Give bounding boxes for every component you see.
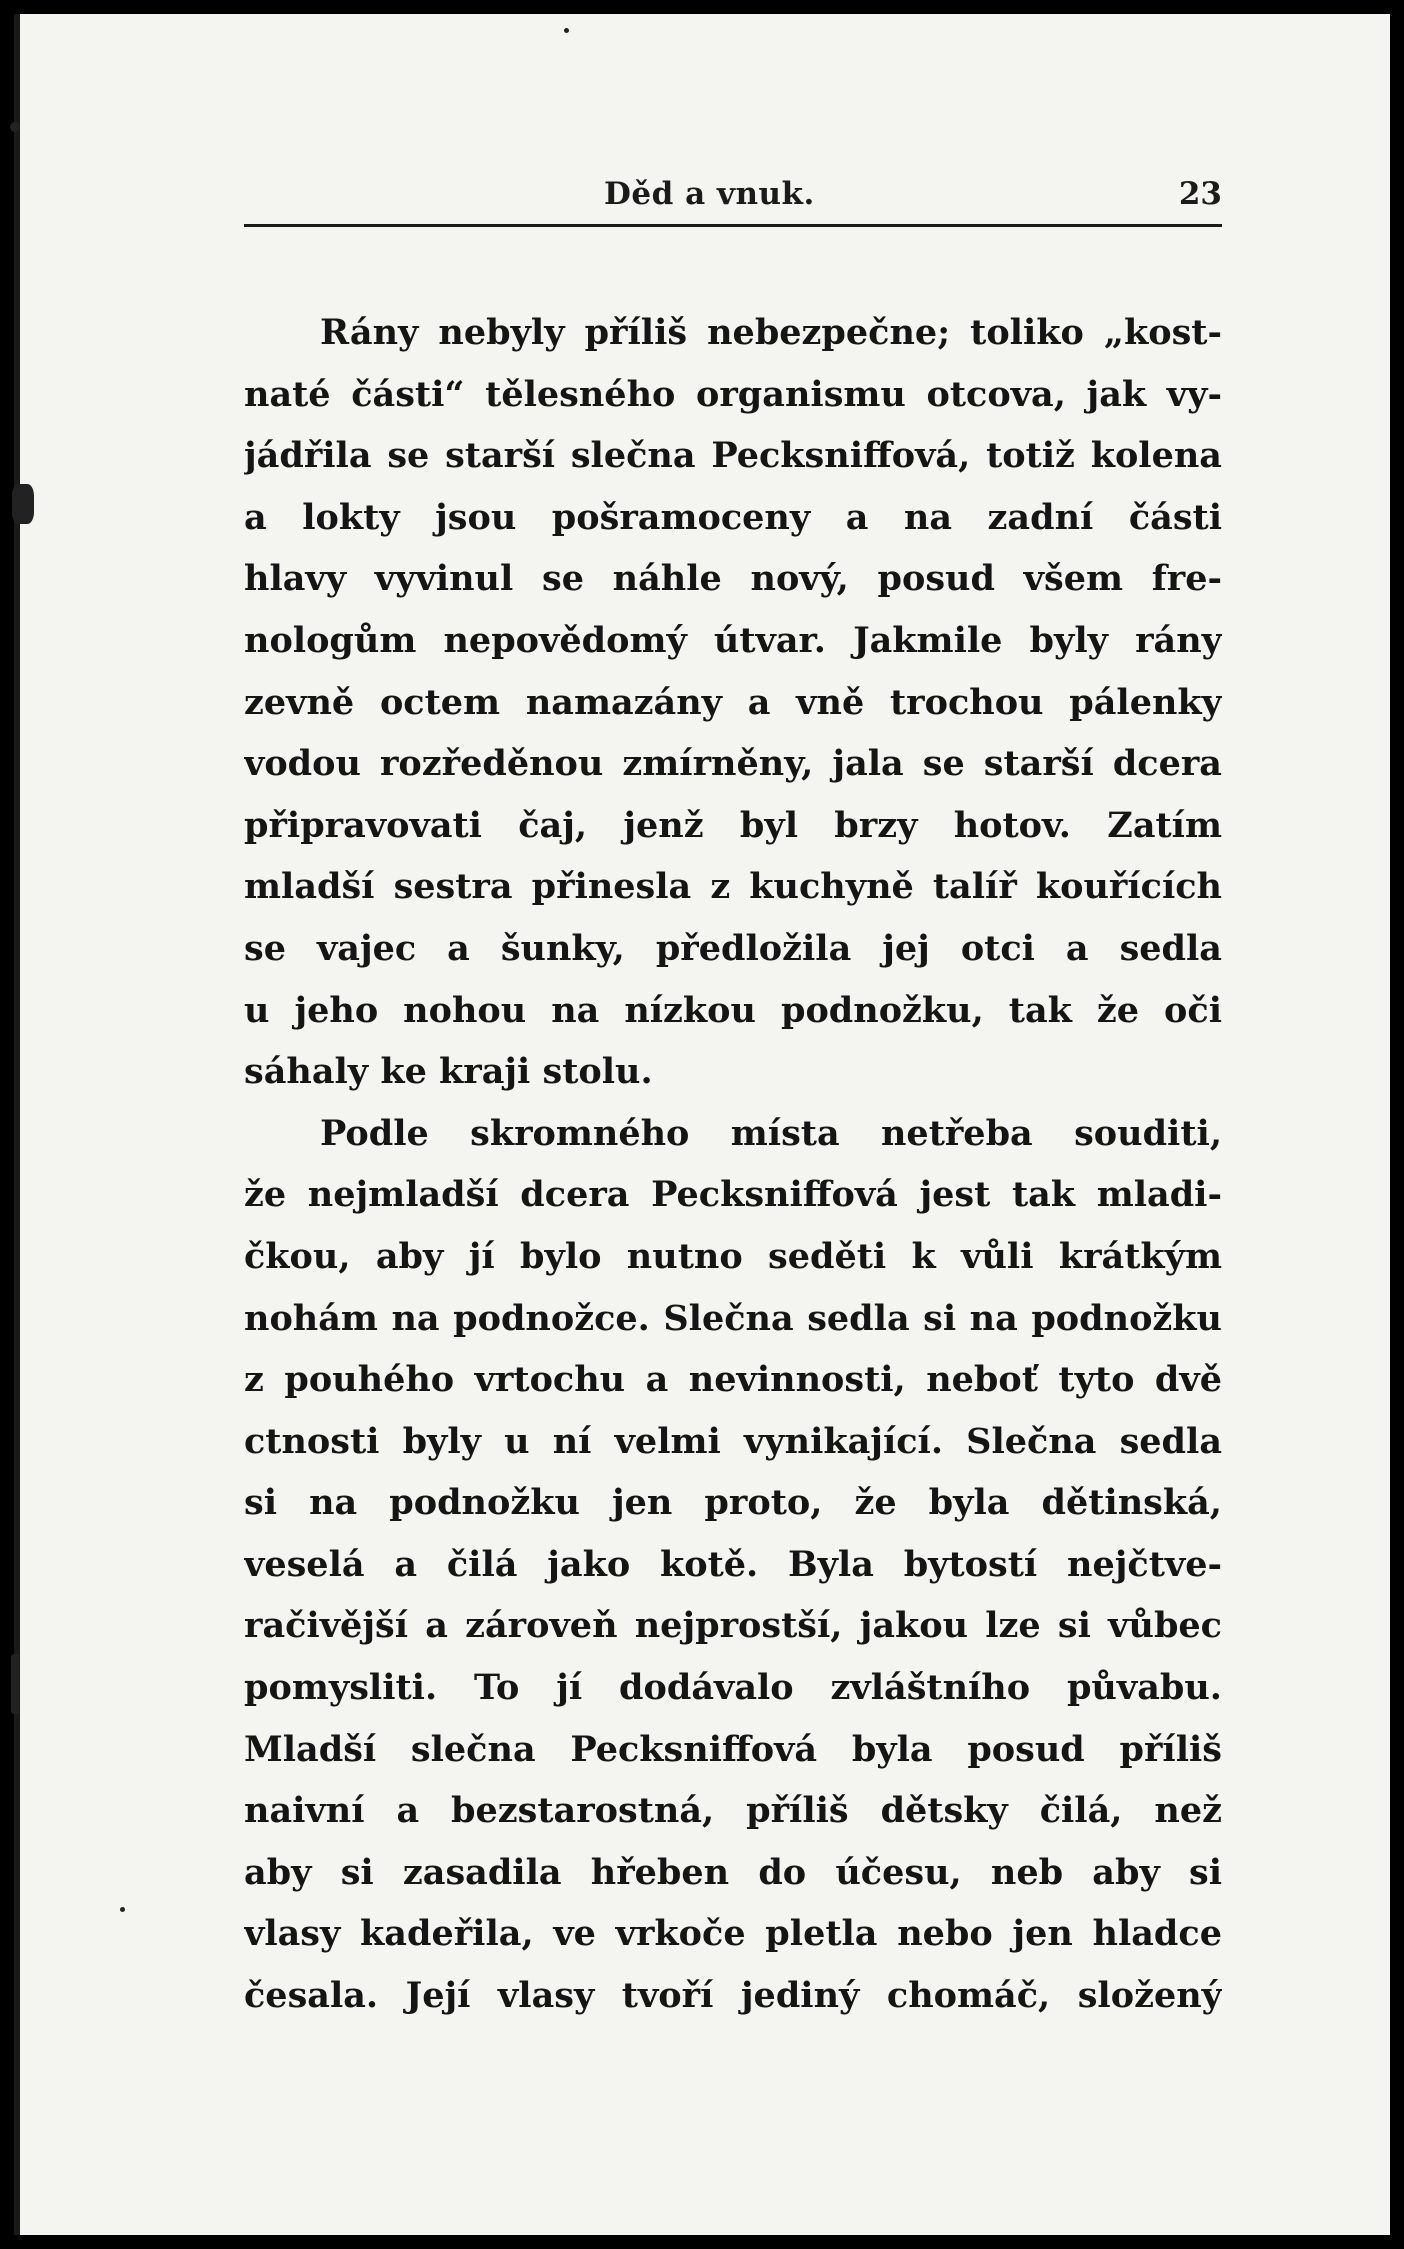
text-line: hlavy vyvinul se náhle nový, posud všem fre- — [244, 558, 1222, 600]
body-text — [244, 302, 1222, 2027]
text-line: vlasy kadeřila, ve vrkoče pletla nebo jen hladce — [244, 1913, 1222, 1955]
header-rule — [244, 224, 1222, 227]
text-line: aby si zasadila hřeben do účesu, neb aby si — [244, 1851, 1222, 1893]
text-line: vodou rozředěnou zmírněny, jala se starší dcera — [244, 743, 1222, 785]
text-line: naté části“ tělesného organismu otcova, jak vy- — [244, 373, 1222, 415]
page-left-edge — [14, 14, 20, 2235]
text-line: pomysliti. To jí dodávalo zvláštního půvabu. — [244, 1667, 1222, 1709]
scan-speck — [10, 122, 20, 132]
text-line: si na podnožku jen proto, že byla dětinská, — [244, 1482, 1222, 1524]
text-line: sáhaly ke kraji stolu. — [244, 1051, 653, 1093]
text-line: jádřila se starší slečna Pecksniffová, totiž kolena — [244, 435, 1222, 477]
text-line: u jeho nohou na nízkou podnožku, tak že oči — [244, 989, 1222, 1031]
text-line: Podle skromného místa netřeba souditi, — [320, 1112, 1222, 1154]
text-line: mladší sestra přinesla z kuchyně talíř kouřících — [244, 866, 1222, 908]
scan-speck — [12, 484, 34, 524]
text-line: z pouhého vrtochu a nevinnosti, neboť tyto dvě — [244, 1359, 1222, 1401]
scan-speck — [120, 1907, 125, 1912]
text-line: česala. Její vlasy tvoří jediný chomáč, složený — [244, 1975, 1222, 2017]
page-number: 23 — [1178, 176, 1222, 212]
text-line: připravovati čaj, jenž byl brzy hotov. Zatím — [244, 804, 1222, 846]
book-page — [14, 14, 1390, 2235]
page-header — [244, 162, 1222, 222]
text-line: se vajec a šunky, předložila jej otci a sedla — [244, 927, 1222, 969]
text-line: nohám na podnožce. Slečna sedla si na podnožku — [244, 1297, 1222, 1339]
scan-speck — [564, 28, 569, 33]
text-line: račivější a zároveň nejprostší, jakou lze si vůbec — [244, 1605, 1222, 1647]
text-line: veselá a čilá jako kotě. Byla bytostí nejčtve- — [244, 1543, 1222, 1585]
text-line: Mladší slečna Pecksniffová byla posud příliš — [244, 1728, 1222, 1770]
text-line: že nejmladší dcera Pecksniffová jest tak mladi- — [244, 1174, 1222, 1216]
text-line: nologům nepovědomý útvar. Jakmile byly rány — [244, 619, 1222, 661]
running-title: Děd a vnuk. — [604, 176, 815, 212]
text-line: naivní a bezstarostná, příliš dětsky čilá, než — [244, 1790, 1222, 1832]
text-line: Rány nebyly příliš nebezpečne; toliko „kost- — [320, 312, 1222, 353]
text-line: ctnosti byly u ní velmi vynikající. Slečna sedla — [244, 1420, 1222, 1462]
text-line: a lokty jsou pošramoceny a na zadní části — [244, 496, 1222, 538]
text-line: čkou, aby jí bylo nutno seděti k vůli krátkým — [244, 1235, 1222, 1277]
scan-speck — [11, 1654, 19, 1714]
text-line: zevně octem namazány a vně trochou pálenky — [244, 681, 1222, 723]
